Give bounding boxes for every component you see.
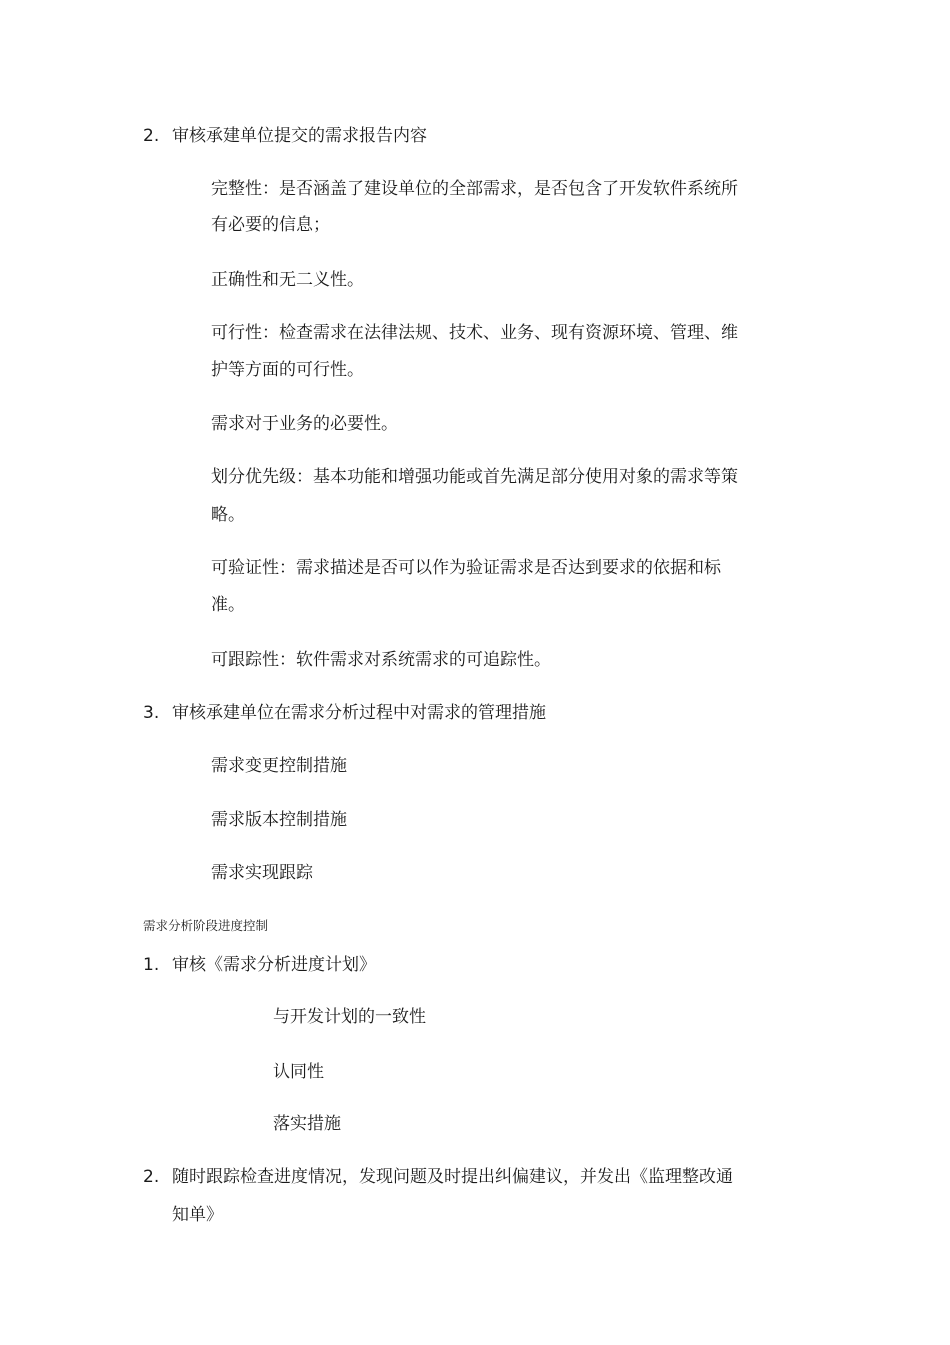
list-item-title: 随时跟踪检查进度情况，发现问题及时提出纠偏建议，并发出《监理整改通 [172, 1167, 733, 1187]
sub-point-continuation: 有必要的信息； [211, 215, 330, 235]
sub-point: 落实措施 [273, 1114, 341, 1134]
sub-point: 与开发计划的一致性 [273, 1007, 426, 1027]
sub-point: 可跟踪性：软件需求对系统需求的可追踪性。 [211, 650, 551, 670]
sub-point: 可行性：检查需求在法律法规、技术、业务、现有资源环境、管理、维 [211, 323, 738, 343]
sub-point: 可验证性：需求描述是否可以作为验证需求是否达到要求的依据和标 [211, 558, 721, 578]
list-item-title: 审核承建单位在需求分析过程中对需求的管理措施 [172, 703, 546, 723]
sub-point-continuation: 略。 [211, 505, 245, 525]
list-number: 2. [143, 1167, 160, 1187]
sub-point-continuation: 准。 [211, 595, 245, 615]
list-item-continuation: 知单》 [172, 1205, 223, 1225]
sub-point: 需求变更控制措施 [211, 756, 347, 776]
sub-point: 需求实现跟踪 [211, 863, 313, 883]
sub-point: 认同性 [273, 1062, 324, 1082]
sub-point: 完整性：是否涵盖了建设单位的全部需求，是否包含了开发软件系统所 [211, 179, 738, 199]
sub-point: 需求对于业务的必要性。 [211, 414, 398, 434]
sub-point-continuation: 护等方面的可行性。 [211, 360, 364, 380]
sub-point: 划分优先级：基本功能和增强功能或首先满足部分使用对象的需求等策 [211, 467, 738, 487]
list-number: 1. [143, 955, 160, 975]
section-heading: 需求分析阶段进度控制 [143, 918, 269, 933]
list-item-title: 审核《需求分析进度计划》 [172, 955, 376, 975]
list-number: 3. [143, 703, 160, 723]
list-item-title: 审核承建单位提交的需求报告内容 [172, 126, 427, 146]
list-number: 2. [143, 126, 160, 146]
sub-point: 正确性和无二义性。 [211, 270, 364, 290]
sub-point: 需求版本控制措施 [211, 810, 347, 830]
